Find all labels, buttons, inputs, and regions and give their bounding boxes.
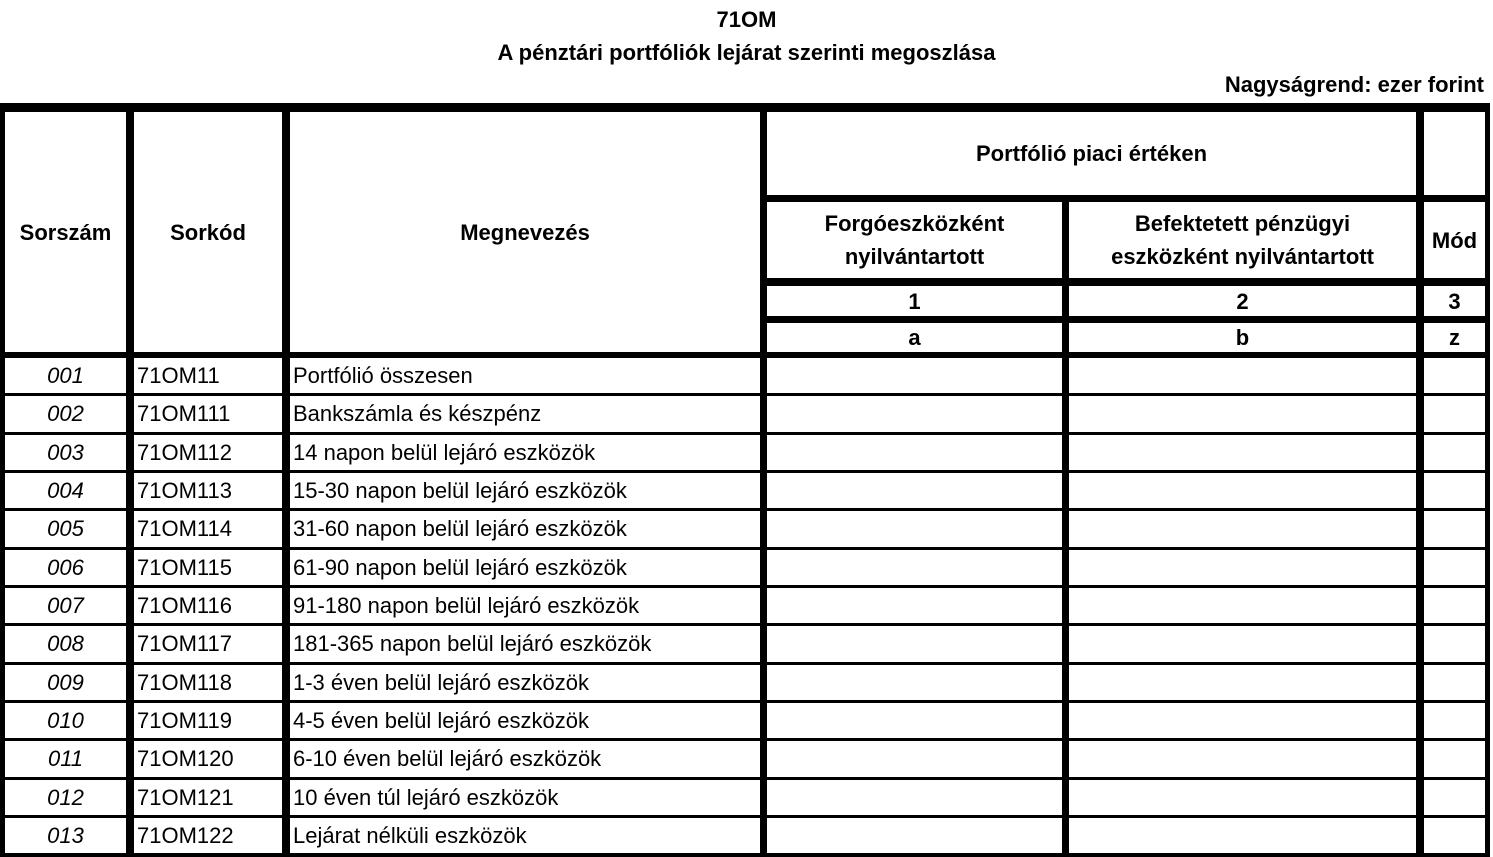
cell-sorszam: 009 bbox=[5, 665, 126, 700]
cell-value-z[interactable] bbox=[1424, 435, 1485, 470]
cell-value-b[interactable] bbox=[1069, 665, 1416, 700]
header-col3: Mód bbox=[1424, 202, 1485, 278]
cell-sorszam: 003 bbox=[5, 435, 126, 470]
cell-megnevezes: Lejárat nélküli eszközök bbox=[290, 818, 760, 853]
cell-sorszam: 008 bbox=[5, 626, 126, 662]
cell-value-a[interactable] bbox=[767, 396, 1062, 432]
cell-sorkod: 71OM120 bbox=[134, 741, 282, 777]
cell-value-a[interactable] bbox=[767, 818, 1062, 853]
cell-sorkod: 71OM119 bbox=[134, 703, 282, 738]
cell-sorszam: 005 bbox=[5, 511, 126, 547]
cell-value-a[interactable] bbox=[767, 473, 1062, 508]
cell-value-z[interactable] bbox=[1424, 665, 1485, 700]
cell-megnevezes: 91-180 napon belül lejáró eszközök bbox=[290, 588, 760, 623]
cell-value-a[interactable] bbox=[767, 550, 1062, 585]
cell-sorkod: 71OM121 bbox=[134, 780, 282, 815]
cell-sorkod: 71OM112 bbox=[134, 435, 282, 470]
cell-value-a[interactable] bbox=[767, 358, 1062, 393]
cell-value-z[interactable] bbox=[1424, 780, 1485, 815]
header-megnevezes: Megnevezés bbox=[290, 112, 760, 352]
cell-sorkod: 71OM115 bbox=[134, 550, 282, 585]
cell-sorszam: 010 bbox=[5, 703, 126, 738]
header-group-blank bbox=[1424, 112, 1485, 195]
cell-value-a[interactable] bbox=[767, 626, 1062, 662]
cell-value-b[interactable] bbox=[1069, 435, 1416, 470]
cell-sorkod: 71OM113 bbox=[134, 473, 282, 508]
header-sorszam: Sorszám bbox=[5, 112, 126, 352]
cell-value-a[interactable] bbox=[767, 703, 1062, 738]
cell-value-z[interactable] bbox=[1424, 741, 1485, 777]
cell-sorszam: 013 bbox=[5, 818, 126, 853]
cell-megnevezes: 181-365 napon belül lejáró eszközök bbox=[290, 626, 760, 662]
header-num1: 1 bbox=[767, 286, 1062, 316]
cell-value-z[interactable] bbox=[1424, 626, 1485, 662]
cell-value-z[interactable] bbox=[1424, 511, 1485, 547]
header-let1: a bbox=[767, 323, 1062, 352]
cell-sorszam: 006 bbox=[5, 550, 126, 585]
cell-value-a[interactable] bbox=[767, 435, 1062, 470]
cell-sorszam: 007 bbox=[5, 588, 126, 623]
cell-megnevezes: 15-30 napon belül lejáró eszközök bbox=[290, 473, 760, 508]
cell-value-b[interactable] bbox=[1069, 818, 1416, 853]
cell-megnevezes: 31-60 napon belül lejáró eszközök bbox=[290, 511, 760, 547]
header-num2: 2 bbox=[1069, 286, 1416, 316]
cell-value-a[interactable] bbox=[767, 511, 1062, 547]
form-code: 71OM bbox=[716, 7, 777, 32]
cell-value-a[interactable] bbox=[767, 741, 1062, 777]
data-table bbox=[0, 103, 1490, 857]
cell-sorszam: 002 bbox=[5, 396, 126, 432]
cell-value-b[interactable] bbox=[1069, 473, 1416, 508]
header-let2: b bbox=[1069, 323, 1416, 352]
cell-megnevezes: 14 napon belül lejáró eszközök bbox=[290, 435, 760, 470]
cell-value-z[interactable] bbox=[1424, 550, 1485, 585]
header-let3: z bbox=[1424, 323, 1485, 352]
cell-sorkod: 71OM114 bbox=[134, 511, 282, 547]
cell-sorszam: 012 bbox=[5, 780, 126, 815]
header-col2: Befektetett pénzügyi eszközként nyilvántartott bbox=[1069, 202, 1416, 278]
cell-sorkod: 71OM11 bbox=[134, 358, 282, 393]
cell-megnevezes: Bankszámla és készpénz bbox=[290, 396, 760, 432]
cell-sorszam: 011 bbox=[5, 741, 126, 777]
header-group-portfolio: Portfólió piaci értéken bbox=[767, 112, 1416, 195]
cell-value-a[interactable] bbox=[767, 665, 1062, 700]
header-sorkod: Sorkód bbox=[134, 112, 282, 352]
cell-value-b[interactable] bbox=[1069, 741, 1416, 777]
cell-sorkod: 71OM122 bbox=[134, 818, 282, 853]
cell-value-z[interactable] bbox=[1424, 703, 1485, 738]
cell-value-b[interactable] bbox=[1069, 703, 1416, 738]
cell-value-b[interactable] bbox=[1069, 511, 1416, 547]
cell-value-a[interactable] bbox=[767, 588, 1062, 623]
cell-value-z[interactable] bbox=[1424, 818, 1485, 853]
cell-sorkod: 71OM111 bbox=[134, 396, 282, 432]
header-col1: Forgóeszközként nyilvántartott bbox=[767, 202, 1062, 278]
cell-value-z[interactable] bbox=[1424, 473, 1485, 508]
page-title: A pénztári portfóliók lejárat szerinti megoszlása bbox=[497, 40, 996, 65]
cell-value-b[interactable] bbox=[1069, 626, 1416, 662]
cell-sorkod: 71OM117 bbox=[134, 626, 282, 662]
cell-value-z[interactable] bbox=[1424, 396, 1485, 432]
cell-sorszam: 004 bbox=[5, 473, 126, 508]
header-num3: 3 bbox=[1424, 286, 1485, 316]
cell-value-z[interactable] bbox=[1424, 588, 1485, 623]
cell-value-b[interactable] bbox=[1069, 396, 1416, 432]
cell-value-b[interactable] bbox=[1069, 780, 1416, 815]
cell-value-b[interactable] bbox=[1069, 358, 1416, 393]
cell-value-a[interactable] bbox=[767, 780, 1062, 815]
cell-sorkod: 71OM118 bbox=[134, 665, 282, 700]
cell-megnevezes: 61-90 napon belül lejáró eszközök bbox=[290, 550, 760, 585]
cell-value-b[interactable] bbox=[1069, 588, 1416, 623]
cell-megnevezes: 10 éven túl lejáró eszközök bbox=[290, 780, 760, 815]
cell-megnevezes: 6-10 éven belül lejáró eszközök bbox=[290, 741, 760, 777]
cell-megnevezes: 1-3 éven belül lejáró eszközök bbox=[290, 665, 760, 700]
cell-megnevezes: 4-5 éven belül lejáró eszközök bbox=[290, 703, 760, 738]
cell-megnevezes: Portfólió összesen bbox=[290, 358, 760, 393]
unit-label: Nagyságrend: ezer forint bbox=[1224, 72, 1484, 97]
cell-sorszam: 001 bbox=[5, 358, 126, 393]
cell-value-z[interactable] bbox=[1424, 358, 1485, 393]
cell-value-b[interactable] bbox=[1069, 550, 1416, 585]
cell-sorkod: 71OM116 bbox=[134, 588, 282, 623]
